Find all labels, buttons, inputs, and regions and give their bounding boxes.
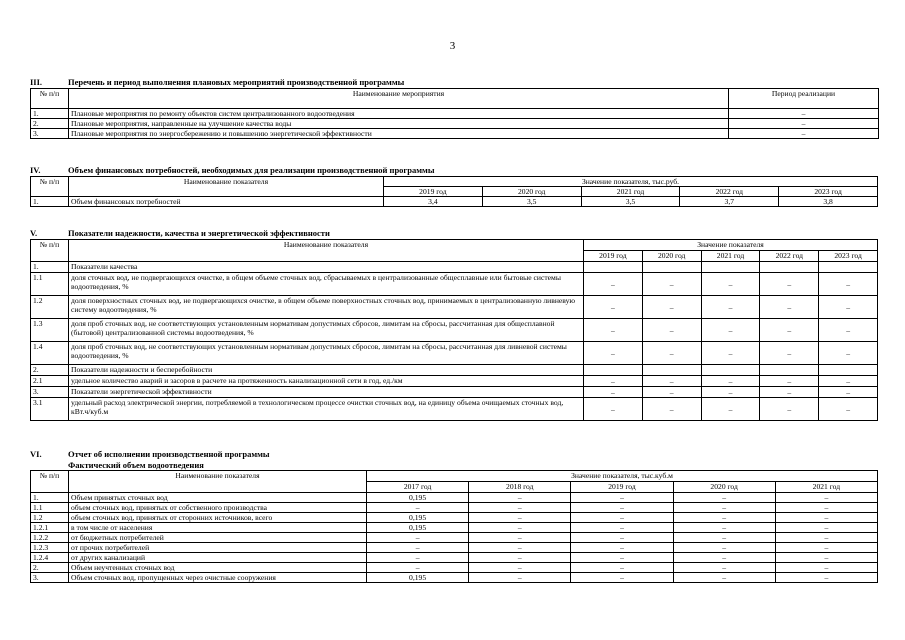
row-number: 3.	[31, 129, 69, 139]
row-value: 0,195	[367, 523, 469, 533]
table-row	[31, 503, 878, 513]
year-header: 2020 год	[642, 251, 701, 262]
table-4	[30, 176, 878, 207]
row-period: –	[729, 119, 879, 129]
row-number: 2.	[31, 119, 69, 129]
row-value: –	[571, 543, 673, 553]
row-number: 1.	[31, 109, 69, 119]
year-header: 2020 год	[482, 187, 581, 197]
row-name: Объем неучтенных сточных вод	[69, 563, 367, 573]
table-row	[31, 573, 878, 583]
year-header: 2017 год	[367, 482, 469, 493]
row-number: 1.	[31, 262, 69, 273]
row-name: объем сточных вод, принятых от сторонних источников, всего	[69, 513, 367, 523]
row-value: –	[673, 563, 775, 573]
table-row	[31, 296, 878, 319]
section-3-title	[30, 77, 878, 88]
row-value: –	[673, 503, 775, 513]
row-number: 2.1	[31, 376, 69, 387]
row-value: –	[701, 376, 760, 387]
row-value: –	[367, 533, 469, 543]
section-6-heading: Отчет об исполнении производственной программы	[68, 449, 270, 459]
table-row	[31, 119, 879, 129]
row-name: доля сточных вод, не подвергающихся очистке, в общем объеме сточных вод, сбрасываемых в централизованные общесплавные или бытовые системы водоотведения, %	[69, 273, 584, 296]
row-name: от других канализаций	[69, 553, 367, 563]
table-row	[31, 533, 878, 543]
table-row	[31, 262, 878, 273]
row-value: –	[469, 573, 571, 583]
row-value: –	[469, 543, 571, 553]
row-name: Плановые мероприятия по энергосбережению и повышению энергетической эффективности	[69, 129, 729, 139]
section-6	[30, 449, 878, 583]
row-name: от прочих потребителей	[69, 543, 367, 553]
table-row	[31, 553, 878, 563]
row-value: –	[571, 523, 673, 533]
section-3	[30, 77, 878, 139]
header-name: Наименование показателя	[69, 177, 384, 197]
row-value: –	[775, 513, 877, 523]
header-num: № п/п	[31, 240, 69, 262]
row-value: –	[673, 523, 775, 533]
row-value: –	[775, 563, 877, 573]
table-row	[31, 493, 878, 503]
row-value: –	[760, 296, 819, 319]
row-value: –	[775, 523, 877, 533]
row-number: 1.3	[31, 319, 69, 342]
row-number: 1.1	[31, 273, 69, 296]
year-header: 2022 год	[680, 187, 779, 197]
row-number: 1.2.4	[31, 553, 69, 563]
row-number: 1.	[31, 197, 69, 207]
header-num: № п/п	[31, 471, 69, 493]
row-value: –	[367, 553, 469, 563]
row-value	[819, 365, 878, 376]
row-name: объем сточных вод, принятых от собственного производства	[69, 503, 367, 513]
row-value: –	[775, 573, 877, 583]
row-value: 0,195	[367, 493, 469, 503]
row-value: –	[571, 493, 673, 503]
header-num: № п/п	[31, 89, 69, 109]
row-value: –	[701, 387, 760, 398]
row-value: –	[673, 493, 775, 503]
row-value: –	[673, 573, 775, 583]
row-value: –	[642, 387, 701, 398]
row-name: доля проб сточных вод, не соответствующих установленным нормативам допустимых сбросов, лимитам на сбросы, рассчитанная для ливневой системы водоотведения, %	[69, 342, 584, 365]
row-value: –	[760, 376, 819, 387]
table-row	[31, 376, 878, 387]
row-value: –	[819, 296, 878, 319]
row-value: 3,5	[581, 197, 680, 207]
year-header: 2021 год	[775, 482, 877, 493]
row-value: –	[469, 503, 571, 513]
section-4-title	[30, 165, 878, 176]
row-value: –	[775, 493, 877, 503]
row-value: –	[642, 376, 701, 387]
row-value	[701, 365, 760, 376]
year-header: 2023 год	[779, 187, 878, 197]
row-value: –	[469, 493, 571, 503]
row-value	[642, 365, 701, 376]
row-period: –	[729, 129, 879, 139]
section-3-heading: Перечень и период выполнения плановых мероприятий производственной программы	[68, 77, 405, 87]
row-value: –	[571, 533, 673, 543]
row-name: Плановые мероприятия, направленные на улучшение качества воды	[69, 119, 729, 129]
row-value: –	[571, 563, 673, 573]
row-value: –	[584, 376, 643, 387]
row-number: 1.	[31, 493, 69, 503]
row-value: –	[469, 563, 571, 573]
row-value: –	[571, 503, 673, 513]
row-number: 1.2	[31, 513, 69, 523]
year-header: 2022 год	[760, 251, 819, 262]
row-value: –	[642, 398, 701, 421]
row-number: 1.2.3	[31, 543, 69, 553]
section-4-heading: Объем финансовых потребностей, необходимых для реализации производственной программы	[68, 165, 435, 175]
year-header: 2019 год	[584, 251, 643, 262]
row-number: 1.2	[31, 296, 69, 319]
header-period: Период реализации	[729, 89, 879, 109]
row-value: –	[571, 553, 673, 563]
table-row	[31, 543, 878, 553]
row-number: 2.	[31, 563, 69, 573]
section-5	[30, 228, 878, 421]
header-num: № п/п	[31, 177, 69, 197]
row-name: Плановые мероприятия по ремонту объектов систем централизованного водоотведения	[69, 109, 729, 119]
row-value: –	[819, 319, 878, 342]
row-value: –	[642, 273, 701, 296]
row-number: 1.2.2	[31, 533, 69, 543]
row-value: –	[760, 319, 819, 342]
header-value: Значение показателя	[584, 240, 878, 251]
row-number: 1.1	[31, 503, 69, 513]
row-value: –	[584, 319, 643, 342]
row-name: доля проб сточных вод, не соответствующих установленным нормативам допустимых сбросов, лимитам на сбросы, рассчитанная для общесплавной (бытовой) централизованной системы водоотведения, %	[69, 319, 584, 342]
year-header: 2020 год	[673, 482, 775, 493]
row-value	[701, 262, 760, 273]
row-value: –	[701, 319, 760, 342]
row-name: удельное количество аварий и засоров в расчете на протяженность канализационной сети в год, ед./км	[69, 376, 584, 387]
table-row	[31, 109, 879, 119]
row-name: Объем принятых сточных вод	[69, 493, 367, 503]
table-3	[30, 88, 879, 139]
row-value: –	[469, 513, 571, 523]
row-name: от бюджетных потребителей	[69, 533, 367, 543]
row-value: –	[701, 398, 760, 421]
year-header: 2019 год	[571, 482, 673, 493]
row-name: Показатели качества	[69, 262, 584, 273]
table-row	[31, 513, 878, 523]
table-6	[30, 470, 878, 583]
row-name: в том числе от населения	[69, 523, 367, 533]
row-value: –	[469, 523, 571, 533]
row-number: 3.	[31, 387, 69, 398]
table-row	[31, 197, 878, 207]
row-value: –	[469, 533, 571, 543]
row-value: –	[775, 553, 877, 563]
header-name: Наименование показателя	[69, 240, 584, 262]
header-name: Наименование показателя	[69, 471, 367, 493]
table-row	[31, 563, 878, 573]
row-name: доля поверхностных сточных вод, не подвергающихся очистке, в общем объеме поверхностных сточных вод, принимаемых в централизованную ливневую систему водоотведения, %	[69, 296, 584, 319]
row-value: –	[775, 503, 877, 513]
row-value: –	[819, 398, 878, 421]
row-value: –	[584, 342, 643, 365]
row-number: 3.1	[31, 398, 69, 421]
section-6-number: VI.	[30, 449, 42, 459]
page-number: 3	[449, 40, 456, 52]
row-value	[584, 262, 643, 273]
row-number: 1.4	[31, 342, 69, 365]
header-name: Наименование мероприятия	[69, 89, 729, 109]
row-number: 1.2.1	[31, 523, 69, 533]
row-value: –	[367, 543, 469, 553]
row-value: –	[819, 342, 878, 365]
row-value: –	[469, 553, 571, 563]
row-value: –	[571, 573, 673, 583]
table-row	[31, 273, 878, 296]
row-value: –	[367, 563, 469, 573]
row-value: –	[760, 398, 819, 421]
row-value: –	[673, 553, 775, 563]
row-period: –	[729, 109, 879, 119]
row-number: 2.	[31, 365, 69, 376]
section-4	[30, 165, 878, 207]
row-value: –	[760, 387, 819, 398]
header-value: Значение показателя, тыс.руб.	[384, 177, 878, 187]
table-row	[31, 523, 878, 533]
table-5	[30, 239, 878, 421]
row-value: –	[760, 342, 819, 365]
row-name: Объем сточных вод, пропущенных через очистные сооружения	[69, 573, 367, 583]
row-name: Объем финансовых потребностей	[69, 197, 384, 207]
row-value: –	[701, 273, 760, 296]
table-row	[31, 365, 878, 376]
row-value: 3,7	[680, 197, 779, 207]
row-value: –	[367, 503, 469, 513]
row-value: 3,4	[384, 197, 483, 207]
row-value: –	[584, 273, 643, 296]
section-3-number: III.	[30, 77, 43, 87]
row-value: –	[642, 296, 701, 319]
section-4-number: IV.	[30, 165, 41, 175]
section-5-title	[30, 228, 878, 239]
row-name: Показатели надежности и бесперебойности	[69, 365, 584, 376]
row-value: 0,195	[367, 573, 469, 583]
section-5-heading: Показатели надежности, качества и энергетической эффективности	[68, 228, 330, 238]
row-name: Показатели энергетической эффективности	[69, 387, 584, 398]
row-value: –	[673, 513, 775, 523]
row-value	[760, 262, 819, 273]
section-5-number: V.	[30, 228, 38, 238]
section-6-title	[30, 449, 878, 460]
row-value: –	[584, 398, 643, 421]
row-number: 3.	[31, 573, 69, 583]
year-header: 2023 год	[819, 251, 878, 262]
header-value: Значение показателя, тыс.куб.м	[367, 471, 878, 482]
row-value: –	[819, 273, 878, 296]
row-value	[819, 262, 878, 273]
row-value: –	[642, 319, 701, 342]
year-header: 2019 год	[384, 187, 483, 197]
row-value: –	[701, 342, 760, 365]
section-6-subtitle: Фактический объем водоотведения	[68, 460, 204, 470]
row-value: –	[819, 387, 878, 398]
row-value: 0,195	[367, 513, 469, 523]
row-value	[584, 365, 643, 376]
year-header: 2021 год	[581, 187, 680, 197]
row-value: –	[775, 543, 877, 553]
row-value: –	[571, 513, 673, 523]
row-value: –	[642, 342, 701, 365]
row-value: –	[673, 543, 775, 553]
row-value: –	[819, 376, 878, 387]
row-value: –	[673, 533, 775, 543]
year-header: 2021 год	[701, 251, 760, 262]
row-value: –	[584, 387, 643, 398]
table-row	[31, 129, 879, 139]
table-row	[31, 398, 878, 421]
table-row	[31, 319, 878, 342]
row-value: –	[584, 296, 643, 319]
row-value	[760, 365, 819, 376]
row-name: удельный расход электрической энергии, потребляемой в технологическом процессе очистки сточных вод, на единицу объема очищаемых сточных вод, кВт.ч/куб.м	[69, 398, 584, 421]
row-value: 3,5	[482, 197, 581, 207]
row-value: –	[701, 296, 760, 319]
table-row	[31, 342, 878, 365]
year-header: 2018 год	[469, 482, 571, 493]
table-row	[31, 387, 878, 398]
row-value	[642, 262, 701, 273]
row-value: –	[775, 533, 877, 543]
row-value: –	[760, 273, 819, 296]
row-value: 3,8	[779, 197, 878, 207]
